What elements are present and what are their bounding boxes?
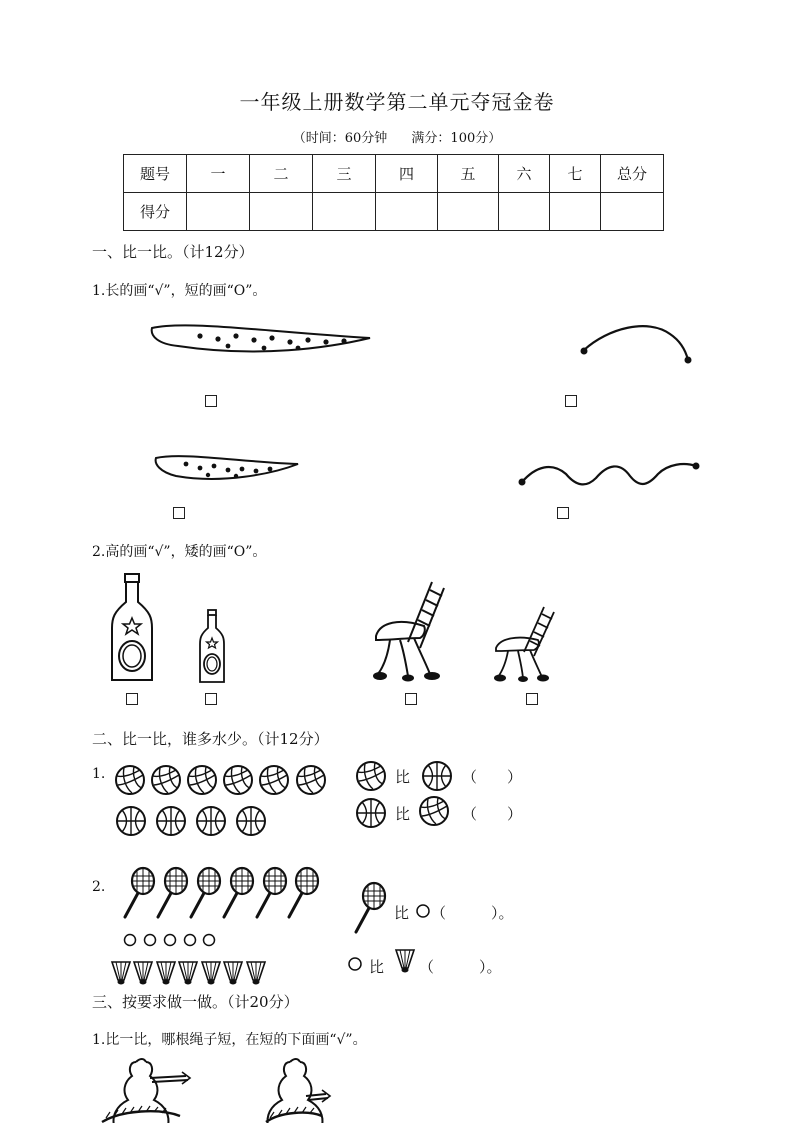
circle-icon <box>349 958 361 970</box>
table-cell: 六 <box>499 155 550 193</box>
table-cell: 一 <box>187 155 250 193</box>
section2-q2-number: 2. <box>92 879 106 895</box>
table-cell: 七 <box>550 155 601 193</box>
full-score: 满分：100分） <box>411 131 502 146</box>
compare-word: 比 <box>395 805 411 823</box>
section3-heading: 三、按要求做一做。（计20分） <box>92 993 299 1011</box>
shuttlecock-row <box>112 962 265 985</box>
table-cell: 题号 <box>124 155 187 193</box>
gourd-rope-image-1 <box>102 1056 198 1123</box>
answer-blank[interactable]: （ ）。 <box>419 958 502 976</box>
answer-blank[interactable]: （ ） <box>462 805 523 823</box>
compare-word: 比 <box>395 768 411 786</box>
shuttlecock-icon <box>396 950 414 973</box>
gourd-rope-image-2 <box>262 1056 342 1123</box>
table-cell: 二 <box>250 155 313 193</box>
time-limit: （时间：60分钟 <box>292 131 388 146</box>
racket-icon <box>356 883 385 932</box>
table-cell: 四 <box>376 155 438 193</box>
section2-heading: 二、比一比，谁多水少。（计12分） <box>92 730 329 748</box>
table-cell: 总分 <box>601 155 664 193</box>
compare-word: 比 <box>394 904 410 922</box>
table-cell: 三 <box>313 155 376 193</box>
answer-blank[interactable]: （ ）。 <box>431 904 514 922</box>
compare-word: 比 <box>369 958 385 976</box>
table-cell: 得分 <box>124 193 187 231</box>
circle-row <box>125 935 215 946</box>
circle-icon <box>417 905 429 917</box>
table-cell: 五 <box>438 155 499 193</box>
section1-q2: 2.高的画“√”，矮的画“O”。 <box>92 544 267 560</box>
section2-q1-number: 1. <box>92 766 106 782</box>
answer-blank[interactable]: （ ） <box>462 768 523 786</box>
page-title: 一年级上册数学第二单元夺冠金卷 <box>239 90 555 114</box>
section1-q1: 1.长的画“√”，短的画“O”。 <box>92 283 267 299</box>
section1-heading: 一、比一比。（计12分） <box>92 243 254 261</box>
section3-q1: 1.比一比，哪根绳子短，在短的下面画“√”。 <box>92 1032 367 1048</box>
racket-row <box>125 868 318 917</box>
